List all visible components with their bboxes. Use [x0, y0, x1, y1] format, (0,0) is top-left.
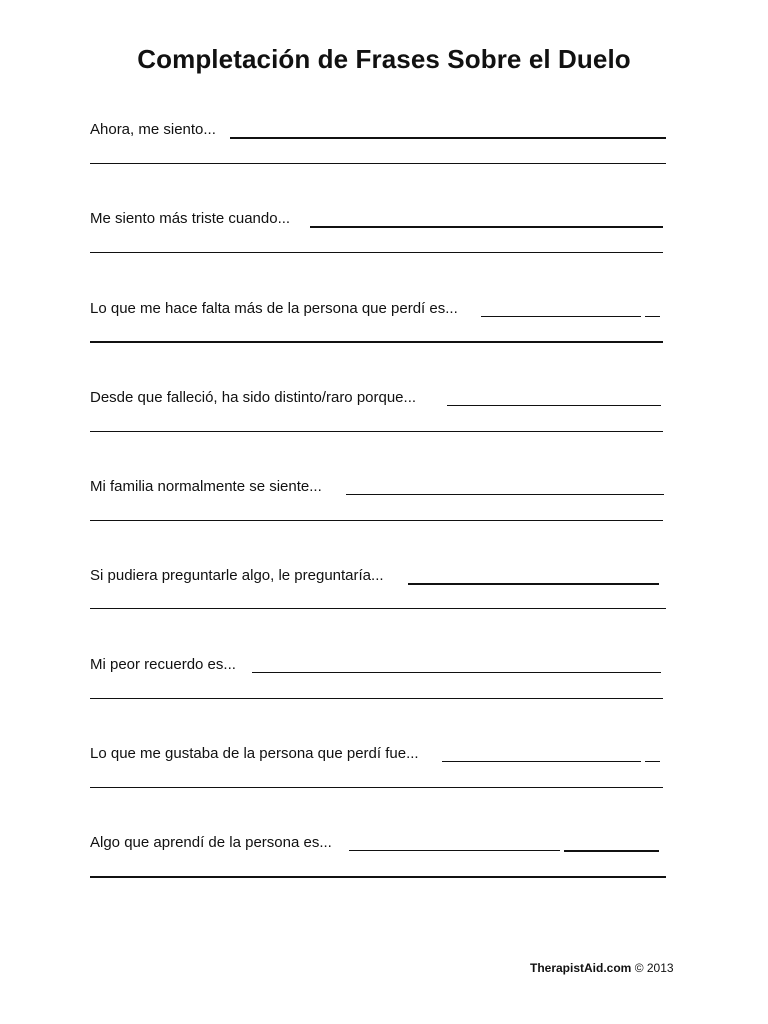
answer-line-6a[interactable] — [408, 583, 659, 585]
prompt-6: Si pudiera preguntarle algo, le preguntaría... — [90, 567, 384, 584]
prompt-2: Me siento más triste cuando... — [90, 210, 291, 227]
answer-line-9a[interactable] — [349, 850, 560, 851]
answer-line-5a[interactable] — [346, 494, 664, 495]
prompt-4: Desde que falleció, ha sido distinto/raro porque... — [90, 389, 417, 406]
answer-line-1b[interactable] — [90, 163, 666, 164]
prompt-5: Mi familia normalmente se siente... — [90, 478, 322, 495]
answer-line-5b[interactable] — [90, 520, 663, 521]
prompt-1: Ahora, me siento... — [90, 121, 216, 138]
answer-line-2a[interactable] — [310, 226, 663, 228]
page-title: Completación de Frases Sobre el Duelo — [137, 44, 631, 74]
prompt-3: Lo que me hace falta más de la persona que perdí es... — [90, 300, 458, 317]
answer-line-7a[interactable] — [252, 672, 661, 673]
answer-line-1a[interactable] — [230, 137, 666, 139]
answer-line-9b[interactable] — [90, 876, 666, 878]
answer-line-8a[interactable] — [442, 761, 641, 762]
footer-credit — [530, 961, 674, 975]
answer-line-9a-end — [564, 850, 659, 852]
answer-line-4b[interactable] — [90, 431, 663, 432]
answer-line-3a-end — [645, 316, 660, 317]
footer-brand: TherapistAid.com — [530, 961, 632, 975]
answer-line-2b[interactable] — [90, 252, 663, 253]
prompt-9: Algo que aprendí de la persona es... — [90, 834, 332, 851]
prompt-8: Lo que me gustaba de la persona que perdí fue... — [90, 745, 419, 762]
answer-line-6b[interactable] — [90, 608, 666, 609]
answer-line-4a[interactable] — [447, 405, 661, 406]
answer-line-3b[interactable] — [90, 341, 663, 343]
prompt-7: Mi peor recuerdo es... — [90, 656, 236, 673]
answer-line-3a[interactable] — [481, 316, 641, 317]
answer-line-8b[interactable] — [90, 787, 663, 788]
footer-copyright: © 2013 — [634, 961, 674, 975]
answer-line-8a-end — [645, 761, 660, 762]
answer-line-7b[interactable] — [90, 698, 663, 699]
